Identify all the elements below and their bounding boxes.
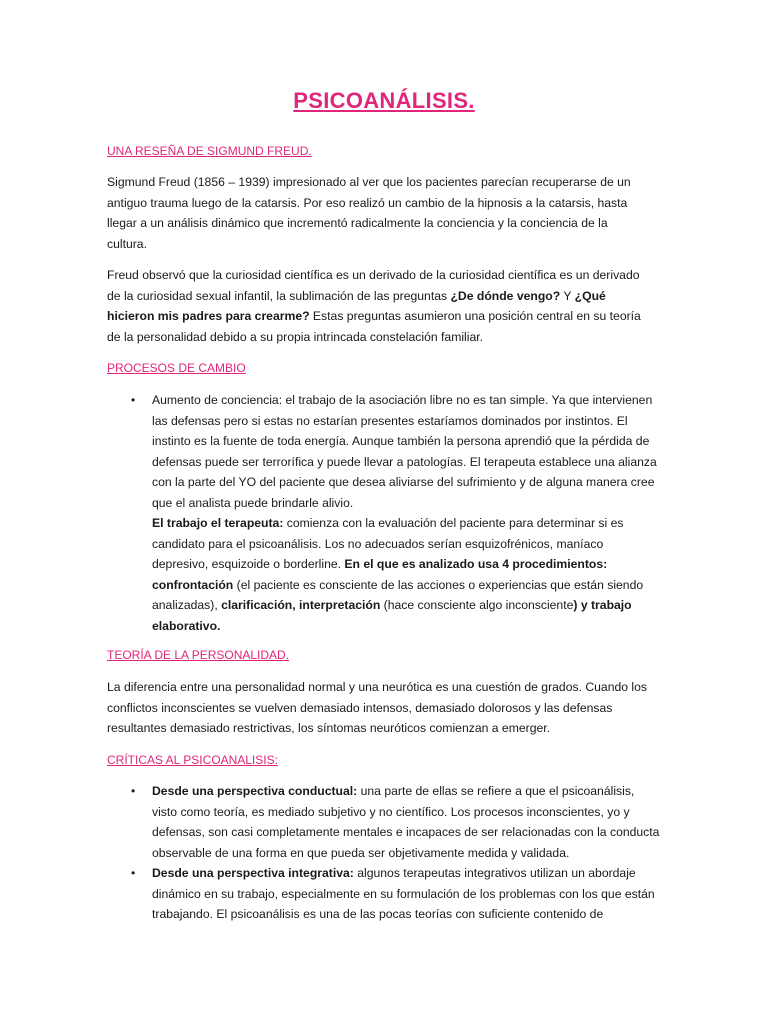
bold-text: ) y trabajo elaborativo. <box>152 598 632 633</box>
bullet-list-criticas <box>107 781 662 925</box>
bullet-icon: • <box>131 393 136 407</box>
bold-text: En el que es analizado usa 4 procedimientos: confrontación <box>152 557 608 592</box>
list-item-text: una parte de ellas se refiere a que el psicoanálisis, visto como teoría, es mediado subjetivo y no científico. Los procesos inconscientes, yo y defensas, son casi completamente mentales e incapaces de ser relacionadas con la conducta observable de una forma en que pueda ser objetivamente medida y validada. <box>152 784 660 860</box>
paragraph-teoria: La diferencia entre una personalidad normal y una neurótica es una cuestión de grados. Cuando los conflictos inconscientes se vuelven demasiado intensos, demasiado dolorosos y las defensas resultantes demasiado restrictivas, los síntomas neuróticos comienzan a emerger. <box>107 680 647 735</box>
section-heading-procesos: PROCESOS DE CAMBIO <box>107 361 246 375</box>
paragraph-text: Freud observó que la curiosidad científica es un derivado de la curiosidad científica es un derivado de la curiosidad sexual infantil, la sublimación de las preguntas <box>107 268 640 303</box>
list-item <box>107 781 662 863</box>
page-title: PSICOANÁLISIS. <box>293 88 475 113</box>
paragraph-resena-2 <box>107 265 647 347</box>
paragraph-text: Estas preguntas asumieron una posición central en su teoría de la personalidad debido a su propia intrincada constelación familiar. <box>107 309 641 344</box>
section-heading-criticas: CRÍTICAS AL PSICOANALISIS: <box>107 753 278 767</box>
paragraph-resena-1: Sigmund Freud (1856 – 1939) impresionado al ver que los pacientes parecían recuperarse de un antiguo trauma luego de la catarsis. Por eso realizó un cambio de la hipnosis a la catarsis, hasta llegar a un análisis dinámico que incrementó radicalmente la conciencia y la conciencia de la cultura. <box>107 175 631 251</box>
list-item-text: comienza con la evaluación del paciente para determinar si es candidato para el psicoanálisis. Los no adecuados serían esquizofrénicos, maníaco depresivo, esquizoide o borderline. <box>152 516 624 571</box>
bold-text: Desde una perspectiva conductual: <box>152 784 358 798</box>
bold-text: Desde una perspectiva integrativa: <box>152 866 354 880</box>
paragraph-text: Y <box>560 288 575 303</box>
list-item-text: (el paciente es consciente de las acciones o experiencias que están siendo analizadas), <box>152 577 644 612</box>
bullet-icon: • <box>131 866 136 880</box>
section-heading-resena: UNA RESEÑA DE SIGMUND FREUD. <box>107 144 312 158</box>
section-heading-teoria: TEORÍA DE LA PERSONALIDAD. <box>107 648 290 662</box>
bold-text: El trabajo el terapeuta: <box>152 516 284 530</box>
bullet-list-procesos <box>107 390 662 636</box>
list-item-text: (hace consciente algo inconsciente <box>380 598 574 612</box>
bold-question-2: ¿Qué hicieron mis padres para crearme? <box>107 288 606 323</box>
bold-question-1: ¿De dónde vengo? <box>450 288 561 303</box>
list-item-text: Aumento de conciencia: el trabajo de la asociación libre no es tan simple. Ya que intervienen las defensas pero si estas no estarían presentes estaríamos dominados por instintos. El instinto es la fuente de toda energía. Aunque también la persona aprendió que la pérdida de defensas puede ser terrorífica y puede llevar a patologías. El terapeuta establece una alianza con la parte del YO del paciente que desea aliviarse del sufrimiento y de alguna manera cree que el analista puede brindarle alivio. <box>152 393 657 510</box>
list-item <box>107 390 662 636</box>
bullet-icon: • <box>131 784 136 798</box>
bold-text: clarificación, interpretación <box>221 598 381 612</box>
list-item <box>107 863 662 925</box>
list-item-text: algunos terapeutas integrativos utilizan un abordaje dinámico en su trabajo, especialmente en su formulación de los problemas con los que están trabajando. El psicoanálisis es una de las pocas teorías con suficiente contenido de <box>152 866 655 921</box>
